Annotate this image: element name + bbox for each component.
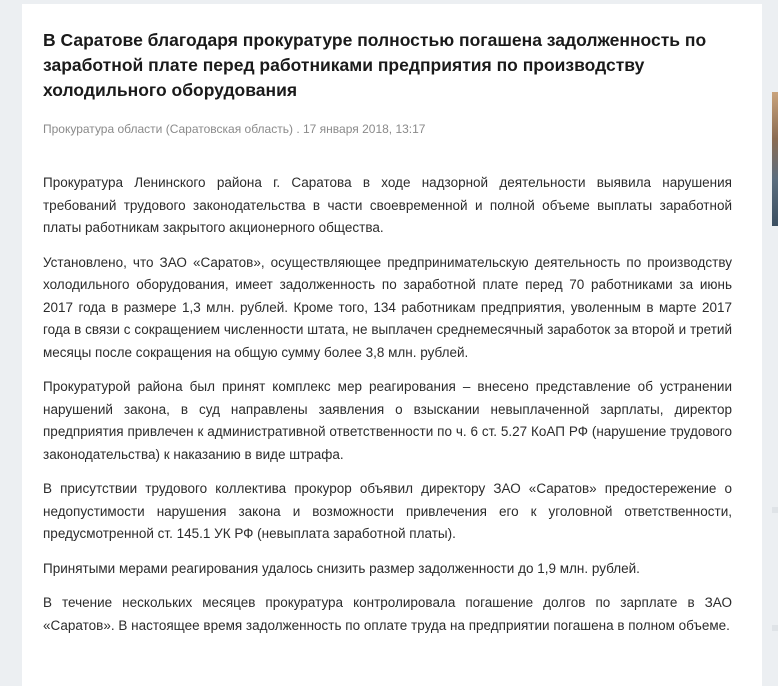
sidebar-edge-marker [772, 507, 778, 513]
article-meta [43, 122, 732, 136]
article-date: 17 января 2018, 13:17 [303, 122, 426, 136]
article-paragraph: Прокуратурой района был принят комплекс мер реагирования – внесено представление об устранении нарушений закона, в суд направлены заявления о взыскании невыплаченной зарплаты, директор предприятия привлечен к административной ответственности по ч. 6 ст. 5.27 КоАП РФ (нарушение трудового законодательства) к наказанию в виде штрафа. [43, 379, 732, 462]
article-body [43, 172, 732, 637]
sidebar-image-edge[interactable] [772, 92, 778, 226]
article-title: В Саратове благодаря прокуратуре полностью погашена задолженность по заработной плате перед работниками предприятия по производству холодильного оборудования [43, 30, 707, 100]
article-source[interactable]: Прокуратура области (Саратовская область) [43, 122, 293, 136]
article-paragraph: В течение нескольких месяцев прокуратура контролировала погашение долгов по зарплате в ЗАО «Саратов». В настоящее время задолженность по оплате труда на предприятии погашена в полном объеме. [43, 595, 732, 633]
article-paragraph: Принятыми мерами реагирования удалось снизить размер задолженности до 1,9 млн. рублей. [43, 560, 640, 576]
article-card [22, 4, 762, 686]
article-paragraph: Прокуратура Ленинского района г. Саратова в ходе надзорной деятельности выявила нарушения требований трудового законодательства в части своевременной и полной объеме выплаты заработной платы работникам закрытого акционерного общества. [43, 175, 732, 235]
sidebar-edge-marker [772, 625, 778, 631]
article-paragraph: В присутствии трудового коллектива прокурор объявил директору ЗАО «Саратов» предостережение о недопустимости нарушения закона и возможности привлечения его к уголовной ответственности, предусмотренной ст. 145.1 УК РФ (невыплата заработной платы). [43, 481, 732, 541]
article-paragraph: Установлено, что ЗАО «Саратов», осуществляющее предпринимательскую деятельность по производству холодильного оборудования, имеет задолженность по заработной плате перед 70 работниками за июнь 2017 года в размере 1,3 млн. рублей. Кроме того, 134 работникам предприятия, уволенным в марте 2017 года в связи с сокращением численности штата, не выплачен среднемесячный заработок за второй и третий месяцы после сокращения на общую сумму более 3,8 млн. рублей. [43, 254, 732, 360]
meta-separator: . [292, 122, 303, 136]
